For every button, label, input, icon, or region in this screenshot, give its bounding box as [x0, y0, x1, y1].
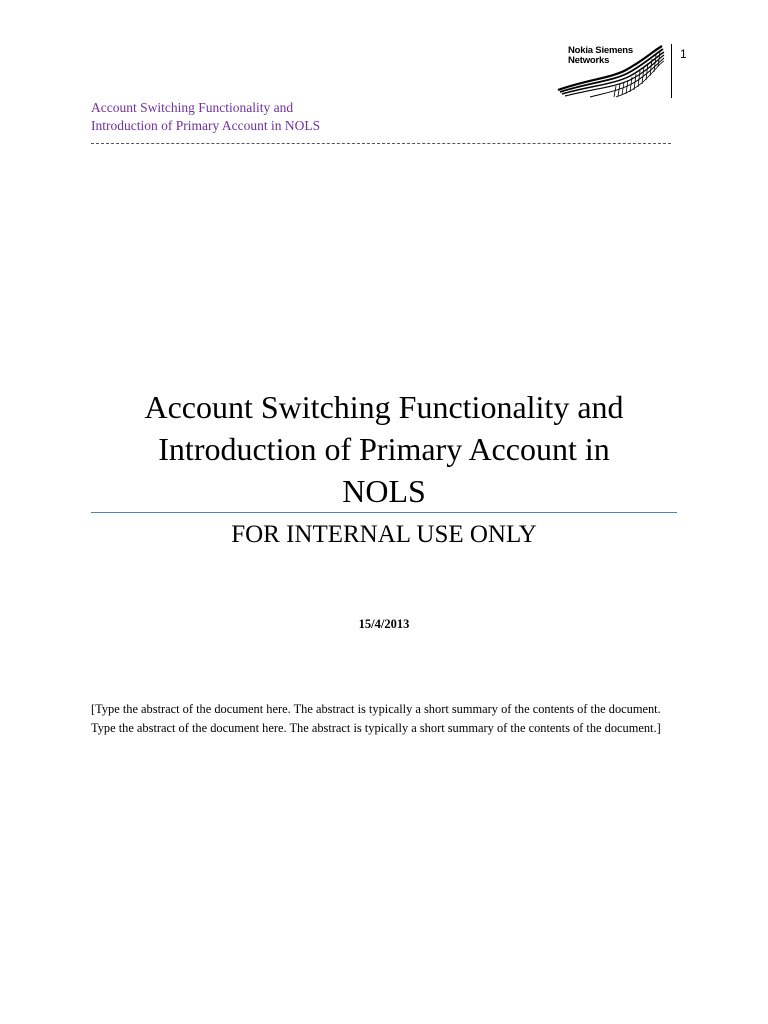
header-vertical-rule [671, 44, 672, 98]
document-subtitle: FOR INTERNAL USE ONLY [231, 521, 537, 548]
title-line-1: Account Switching Functionality and [144, 389, 624, 425]
company-logo [556, 40, 668, 98]
logo-wordmark [568, 46, 633, 66]
document-date: 15/4/2013 [358, 617, 410, 631]
title-line-3: NOLS [342, 473, 426, 509]
logo-line-1: Nokia Siemens [568, 45, 633, 56]
running-header [91, 99, 320, 135]
document-title [91, 386, 677, 512]
title-line-2: Introduction of Primary Account in [158, 431, 610, 467]
running-header-line-1: Account Switching Functionality and [91, 100, 294, 115]
document-abstract: [Type the abstract of the document here. The abstract is typically a short summary of the contents of the document. Type the abstract of the document here. The abstract is typically a short summary of the contents of the document.] [91, 702, 661, 735]
title-divider [91, 512, 677, 513]
running-header-line-2: Introduction of Primary Account in NOLS [91, 118, 321, 133]
logo-line-2: Networks [568, 55, 610, 66]
page-number: 1 [680, 47, 687, 61]
header-dashed-divider [91, 143, 671, 144]
